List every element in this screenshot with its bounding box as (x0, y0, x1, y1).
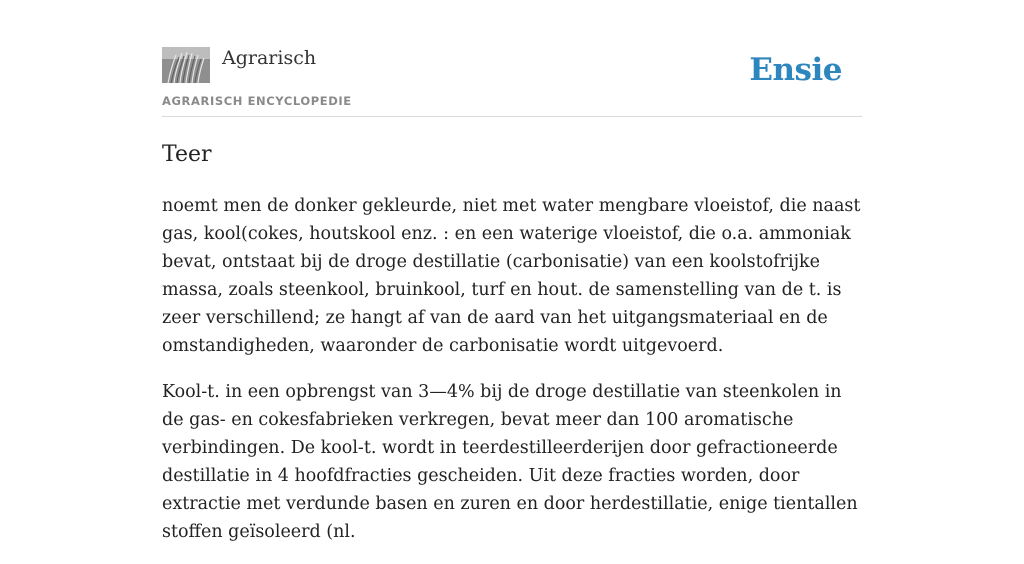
site-header (162, 44, 862, 117)
article-paragraph: Kool-t. in een opbrengst van 3—4% bij de droge destillatie van steenkolen in de gas- en cokesfabrieken verkregen, bevat meer dan 100 aromatische verbindingen. De kool-t. wordt in teerdestilleerderijen door gefractioneerde destillatie in 4 hoofdfracties gescheiden. Uit deze fracties worden, door extractie met verdunde basen en zuren en door herdestillatie, enige tientallen stoffen geïsoleerd (nl. (162, 382, 858, 542)
brand-logo[interactable]: Ensie (749, 52, 842, 88)
source-name[interactable]: Agrarisch (222, 47, 317, 69)
wheat-field-icon[interactable] (162, 47, 210, 83)
article-title: Teer (162, 142, 212, 167)
article-body (162, 192, 862, 564)
article-paragraph: noemt men de donker gekleurde, niet met water mengbare vloeistof, die naast gas, kool(cokes, houtskool enz. : en een waterige vloeistof, die o.a. ammoniak bevat, ontstaat bij de droge destillatie (carbonisatie) van een koolstofrijke massa, zoals steenkool, bruinkool, turf en hout. de samenstelling van de t. is zeer verschillend; ze hangt af van de aard van het uitgangsmateriaal en de omstandigheden, waaronder de carbonisatie wordt uitgevoerd. (162, 196, 861, 356)
source-subtitle: AGRARISCH ENCYCLOPEDIE (162, 94, 352, 108)
